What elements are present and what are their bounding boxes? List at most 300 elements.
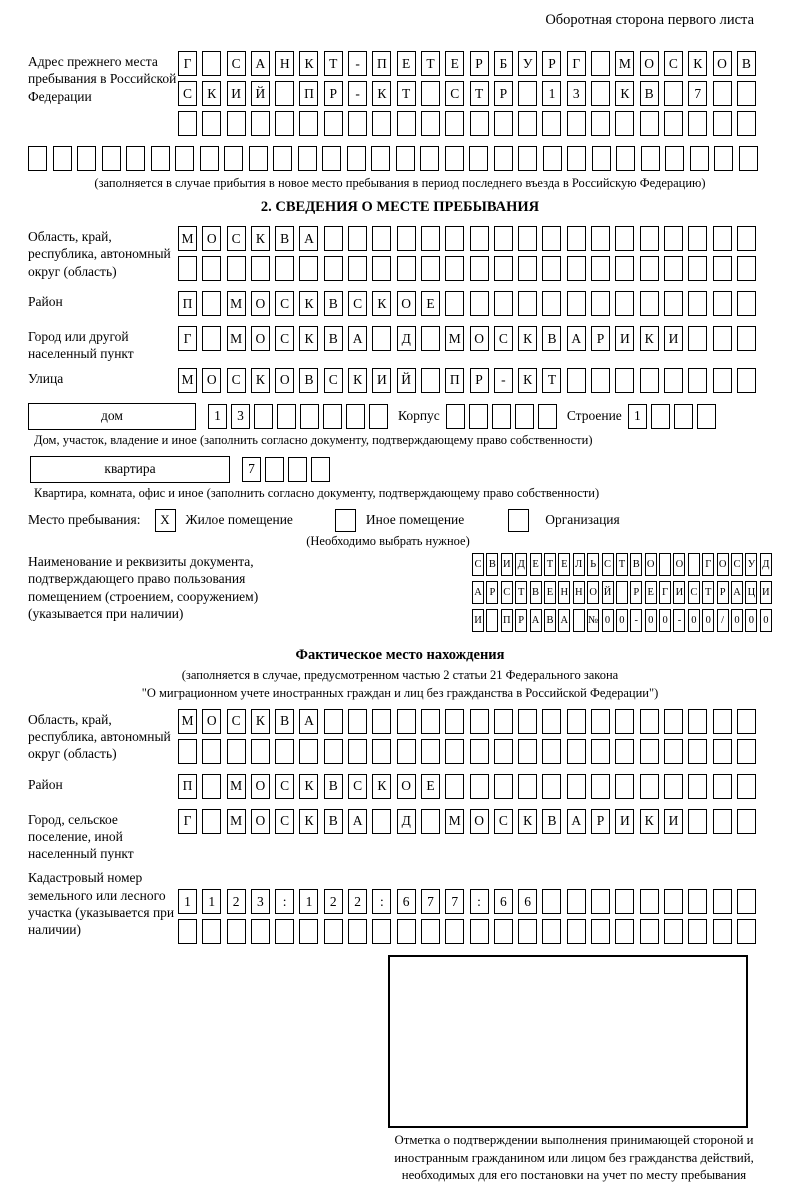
char-box <box>688 889 707 914</box>
char-box <box>615 774 634 799</box>
char-box <box>470 709 489 734</box>
char-box <box>28 146 47 171</box>
char-box <box>542 226 561 251</box>
char-box <box>640 111 659 136</box>
char-box: 0 <box>688 609 700 632</box>
char-box <box>277 404 296 429</box>
char-box: М <box>445 809 464 834</box>
char-box: О <box>397 774 416 799</box>
char-box <box>518 256 537 281</box>
char-box: Д <box>397 326 416 351</box>
char-box: А <box>299 226 318 251</box>
char-box <box>518 774 537 799</box>
char-box: О <box>251 809 270 834</box>
char-box <box>469 404 488 429</box>
char-box: П <box>501 609 513 632</box>
char-box: К <box>372 81 391 106</box>
char-box <box>713 774 732 799</box>
char-box: 1 <box>202 889 221 914</box>
char-box: К <box>251 368 270 393</box>
char-box: В <box>486 553 498 576</box>
char-box: 1 <box>299 889 318 914</box>
char-box: О <box>470 809 489 834</box>
char-box: В <box>299 368 318 393</box>
char-box <box>470 111 489 136</box>
kadastr-grids <box>178 867 756 949</box>
char-box <box>445 146 464 171</box>
char-box <box>369 404 388 429</box>
char-box <box>688 739 707 764</box>
char-box <box>615 739 634 764</box>
char-box: С <box>275 291 294 316</box>
char-box <box>567 368 586 393</box>
char-box: Л <box>573 553 585 576</box>
char-box <box>346 404 365 429</box>
option-zhiloe-label: Жилое помещение <box>185 512 293 528</box>
char-box <box>591 111 610 136</box>
char-box: К <box>251 709 270 734</box>
char-box <box>688 774 707 799</box>
gorod-row-1 <box>178 326 756 351</box>
char-box <box>713 709 732 734</box>
char-box <box>202 919 221 944</box>
char-box: Д <box>397 809 416 834</box>
char-box: 0 <box>645 609 657 632</box>
checkbox-inoe <box>335 509 356 532</box>
char-box: А <box>348 326 367 351</box>
char-box <box>737 81 756 106</box>
char-box <box>445 709 464 734</box>
char-box <box>615 291 634 316</box>
actual-oblast-row-2 <box>178 739 756 764</box>
char-box <box>737 889 756 914</box>
char-box: - <box>630 609 642 632</box>
char-box <box>737 111 756 136</box>
char-box <box>175 146 194 171</box>
char-box <box>640 774 659 799</box>
char-box <box>445 291 464 316</box>
char-box: Н <box>573 581 585 604</box>
char-box <box>567 291 586 316</box>
char-box <box>542 739 561 764</box>
char-box: В <box>324 809 343 834</box>
oblast-row-2 <box>178 256 756 281</box>
char-box <box>372 709 391 734</box>
char-box <box>397 111 416 136</box>
char-box: Ц <box>745 581 757 604</box>
char-box <box>251 739 270 764</box>
option-organizatsiya-label: Организация <box>545 512 620 528</box>
actual-oblast-grids <box>178 709 756 769</box>
char-box <box>713 226 732 251</box>
char-box: - <box>494 368 513 393</box>
char-box <box>397 256 416 281</box>
actual-rayon-label: Район <box>28 776 63 792</box>
char-box: О <box>251 774 270 799</box>
char-box <box>77 146 96 171</box>
char-box <box>713 291 732 316</box>
actual-title: Фактическое место нахождения <box>295 646 505 663</box>
char-box <box>713 368 732 393</box>
char-box <box>567 111 586 136</box>
field-ulitsa <box>28 368 772 398</box>
actual-caption-1: (заполняется в случае, предусмотренном частью 2 статьи 21 Федерального закона <box>181 667 619 682</box>
char-box: Р <box>717 581 729 604</box>
char-box <box>372 809 391 834</box>
char-box <box>659 553 671 576</box>
char-box <box>542 256 561 281</box>
char-box <box>567 709 586 734</box>
char-box <box>664 111 683 136</box>
char-box: П <box>299 81 318 106</box>
char-box: Г <box>567 51 586 76</box>
char-box <box>713 809 732 834</box>
char-box <box>542 889 561 914</box>
char-box <box>494 226 513 251</box>
char-box <box>665 146 684 171</box>
char-box: К <box>518 326 537 351</box>
char-box: 0 <box>760 609 772 632</box>
char-box <box>348 111 367 136</box>
char-box <box>591 256 610 281</box>
char-box <box>421 919 440 944</box>
char-box: 2 <box>324 889 343 914</box>
char-box: 0 <box>659 609 671 632</box>
char-box <box>615 919 634 944</box>
char-box <box>567 226 586 251</box>
char-box <box>616 581 628 604</box>
char-box: Р <box>494 81 513 106</box>
char-box: К <box>640 326 659 351</box>
char-box: О <box>587 581 599 604</box>
char-box <box>664 81 683 106</box>
char-box <box>397 919 416 944</box>
rayon-grids <box>178 291 756 321</box>
char-box <box>737 256 756 281</box>
char-box <box>470 226 489 251</box>
char-box: Й <box>397 368 416 393</box>
char-box: М <box>178 709 197 734</box>
char-box: П <box>372 51 391 76</box>
char-box: 0 <box>731 609 743 632</box>
char-box: К <box>299 774 318 799</box>
char-box <box>591 81 610 106</box>
char-box <box>397 709 416 734</box>
char-box: Е <box>397 51 416 76</box>
char-box <box>202 291 221 316</box>
char-box <box>713 81 732 106</box>
char-box: А <box>251 51 270 76</box>
char-box <box>311 457 330 482</box>
char-box <box>494 256 513 281</box>
char-box: О <box>275 368 294 393</box>
char-box <box>372 111 391 136</box>
char-box <box>494 919 513 944</box>
char-box: Й <box>251 81 270 106</box>
char-box: О <box>251 291 270 316</box>
char-box: Е <box>530 553 542 576</box>
char-box: Д <box>515 553 527 576</box>
char-box <box>53 146 72 171</box>
actual-oblast-label: Область, край, республика, автономный округ (область) <box>28 711 171 762</box>
char-box: Е <box>445 51 464 76</box>
char-box <box>518 81 537 106</box>
char-box: Р <box>515 609 527 632</box>
stamp-area <box>388 955 768 1184</box>
char-box <box>486 609 498 632</box>
char-box <box>664 889 683 914</box>
char-box: И <box>615 326 634 351</box>
char-box: : <box>470 889 489 914</box>
char-box <box>494 709 513 734</box>
char-box <box>615 368 634 393</box>
char-box: В <box>324 774 343 799</box>
char-box: 1 <box>178 889 197 914</box>
field-actual-rayon <box>28 774 772 804</box>
char-box: О <box>251 326 270 351</box>
char-box: Н <box>558 581 570 604</box>
char-box: В <box>530 581 542 604</box>
field-doc <box>28 553 772 637</box>
char-box <box>348 739 367 764</box>
char-box: К <box>518 368 537 393</box>
char-box <box>713 256 732 281</box>
char-box: Р <box>470 51 489 76</box>
ulitsa-row-1 <box>178 368 756 393</box>
char-box <box>567 919 586 944</box>
char-box <box>494 111 513 136</box>
field-prev-address <box>28 51 772 141</box>
char-box <box>273 146 292 171</box>
char-box: Т <box>616 553 628 576</box>
korpus-label: Корпус <box>398 408 440 424</box>
char-box <box>737 774 756 799</box>
place-type-label: Место пребывания: <box>28 512 141 528</box>
char-box <box>616 146 635 171</box>
char-box <box>688 291 707 316</box>
char-box: С <box>731 553 743 576</box>
char-box <box>567 774 586 799</box>
char-box <box>640 919 659 944</box>
char-box <box>470 291 489 316</box>
char-box <box>492 404 511 429</box>
char-box <box>397 739 416 764</box>
char-box: П <box>178 774 197 799</box>
char-box: Т <box>702 581 714 604</box>
char-box: О <box>673 553 685 576</box>
char-box <box>651 404 670 429</box>
char-box: К <box>299 326 318 351</box>
prev-address-row-4 <box>28 146 758 171</box>
char-box: Р <box>324 81 343 106</box>
char-box <box>542 291 561 316</box>
page-header-note: Оборотная сторона первого листа <box>545 12 754 28</box>
char-box <box>494 291 513 316</box>
char-box <box>275 739 294 764</box>
char-box: С <box>664 51 683 76</box>
char-box <box>615 709 634 734</box>
oblast-grids <box>178 226 756 286</box>
char-box: У <box>745 553 757 576</box>
char-box: С <box>227 51 246 76</box>
char-box <box>688 809 707 834</box>
char-box: М <box>227 809 246 834</box>
char-box: К <box>518 809 537 834</box>
char-box: - <box>673 609 685 632</box>
char-box <box>615 111 634 136</box>
char-box: С <box>275 809 294 834</box>
char-box: В <box>737 51 756 76</box>
char-box: О <box>202 226 221 251</box>
char-box <box>178 256 197 281</box>
doc-grids <box>472 553 772 637</box>
char-box: И <box>501 553 513 576</box>
char-box: М <box>227 291 246 316</box>
char-box: К <box>251 226 270 251</box>
dom-row <box>28 403 772 430</box>
char-box <box>275 256 294 281</box>
char-box: С <box>445 81 464 106</box>
char-box: / <box>717 609 729 632</box>
char-box <box>445 774 464 799</box>
char-box: В <box>275 709 294 734</box>
char-box <box>299 256 318 281</box>
char-box <box>591 919 610 944</box>
char-box: М <box>178 368 197 393</box>
char-box <box>543 146 562 171</box>
char-box: Ь <box>587 553 599 576</box>
field-gorod <box>28 326 772 363</box>
char-box <box>324 111 343 136</box>
char-box: 0 <box>745 609 757 632</box>
char-box <box>591 368 610 393</box>
char-box <box>737 226 756 251</box>
char-box: И <box>472 609 484 632</box>
char-box <box>446 404 465 429</box>
char-box <box>697 404 716 429</box>
char-box: 3 <box>567 81 586 106</box>
char-box: Е <box>645 581 657 604</box>
char-box <box>688 226 707 251</box>
char-box <box>202 111 221 136</box>
char-box: Е <box>421 774 440 799</box>
char-box: С <box>227 226 246 251</box>
char-box: И <box>227 81 246 106</box>
char-box <box>469 146 488 171</box>
char-box <box>288 457 307 482</box>
char-box <box>421 111 440 136</box>
char-box: Т <box>515 581 527 604</box>
char-box <box>615 226 634 251</box>
char-box <box>396 146 415 171</box>
char-box: Г <box>702 553 714 576</box>
char-box: С <box>227 709 246 734</box>
char-box <box>445 919 464 944</box>
char-box: С <box>494 326 513 351</box>
char-box: Е <box>421 291 440 316</box>
char-box: С <box>688 581 700 604</box>
char-box <box>348 709 367 734</box>
char-box <box>421 326 440 351</box>
char-box: К <box>299 51 318 76</box>
char-box: Т <box>397 81 416 106</box>
char-box: В <box>324 326 343 351</box>
char-box: Е <box>558 553 570 576</box>
char-box <box>202 774 221 799</box>
char-box <box>445 111 464 136</box>
char-box: К <box>299 809 318 834</box>
char-box: А <box>530 609 542 632</box>
char-box <box>372 326 391 351</box>
char-box: Н <box>275 51 294 76</box>
char-box: 2 <box>348 889 367 914</box>
kadastr-row-1 <box>178 889 756 914</box>
char-box: - <box>348 51 367 76</box>
char-box: К <box>640 809 659 834</box>
char-box <box>251 111 270 136</box>
char-box: Б <box>494 51 513 76</box>
char-box <box>674 404 693 429</box>
char-box: 6 <box>518 889 537 914</box>
char-box <box>227 919 246 944</box>
char-box: Р <box>630 581 642 604</box>
char-box: 3 <box>231 404 250 429</box>
char-box <box>202 51 221 76</box>
actual-gorod-grids <box>178 809 756 863</box>
char-box: М <box>445 326 464 351</box>
char-box: И <box>673 581 685 604</box>
char-box <box>421 226 440 251</box>
char-box <box>126 146 145 171</box>
char-box: 0 <box>602 609 614 632</box>
char-box <box>739 146 758 171</box>
char-box <box>251 256 270 281</box>
char-box <box>227 256 246 281</box>
kadastr-row-2 <box>178 919 756 944</box>
char-box: 1 <box>208 404 227 429</box>
char-box: О <box>470 326 489 351</box>
char-box: К <box>688 51 707 76</box>
char-box: О <box>202 709 221 734</box>
char-box <box>470 919 489 944</box>
char-box <box>275 919 294 944</box>
stamp-caption: Отметка о подтверждении выполнения принимающей стороной и иностранным гражданином или лицом без гражданства действий, необходимых для его постановки на учет по месту пребывания <box>394 1133 754 1182</box>
char-box <box>688 709 707 734</box>
char-box <box>664 774 683 799</box>
char-box <box>713 919 732 944</box>
char-box <box>664 739 683 764</box>
char-box <box>567 889 586 914</box>
char-box <box>591 889 610 914</box>
char-box: 1 <box>542 81 561 106</box>
char-box: А <box>567 326 586 351</box>
char-box: Р <box>591 809 610 834</box>
char-box: К <box>372 291 391 316</box>
char-box <box>591 51 610 76</box>
char-box <box>265 457 284 482</box>
char-box <box>178 739 197 764</box>
char-box <box>347 146 366 171</box>
char-box: М <box>615 51 634 76</box>
stroenie-cells <box>628 404 716 429</box>
char-box: 0 <box>702 609 714 632</box>
field-rayon <box>28 291 772 321</box>
char-box <box>567 146 586 171</box>
char-box: Р <box>542 51 561 76</box>
char-box <box>494 774 513 799</box>
char-box <box>323 404 342 429</box>
char-box: Р <box>591 326 610 351</box>
